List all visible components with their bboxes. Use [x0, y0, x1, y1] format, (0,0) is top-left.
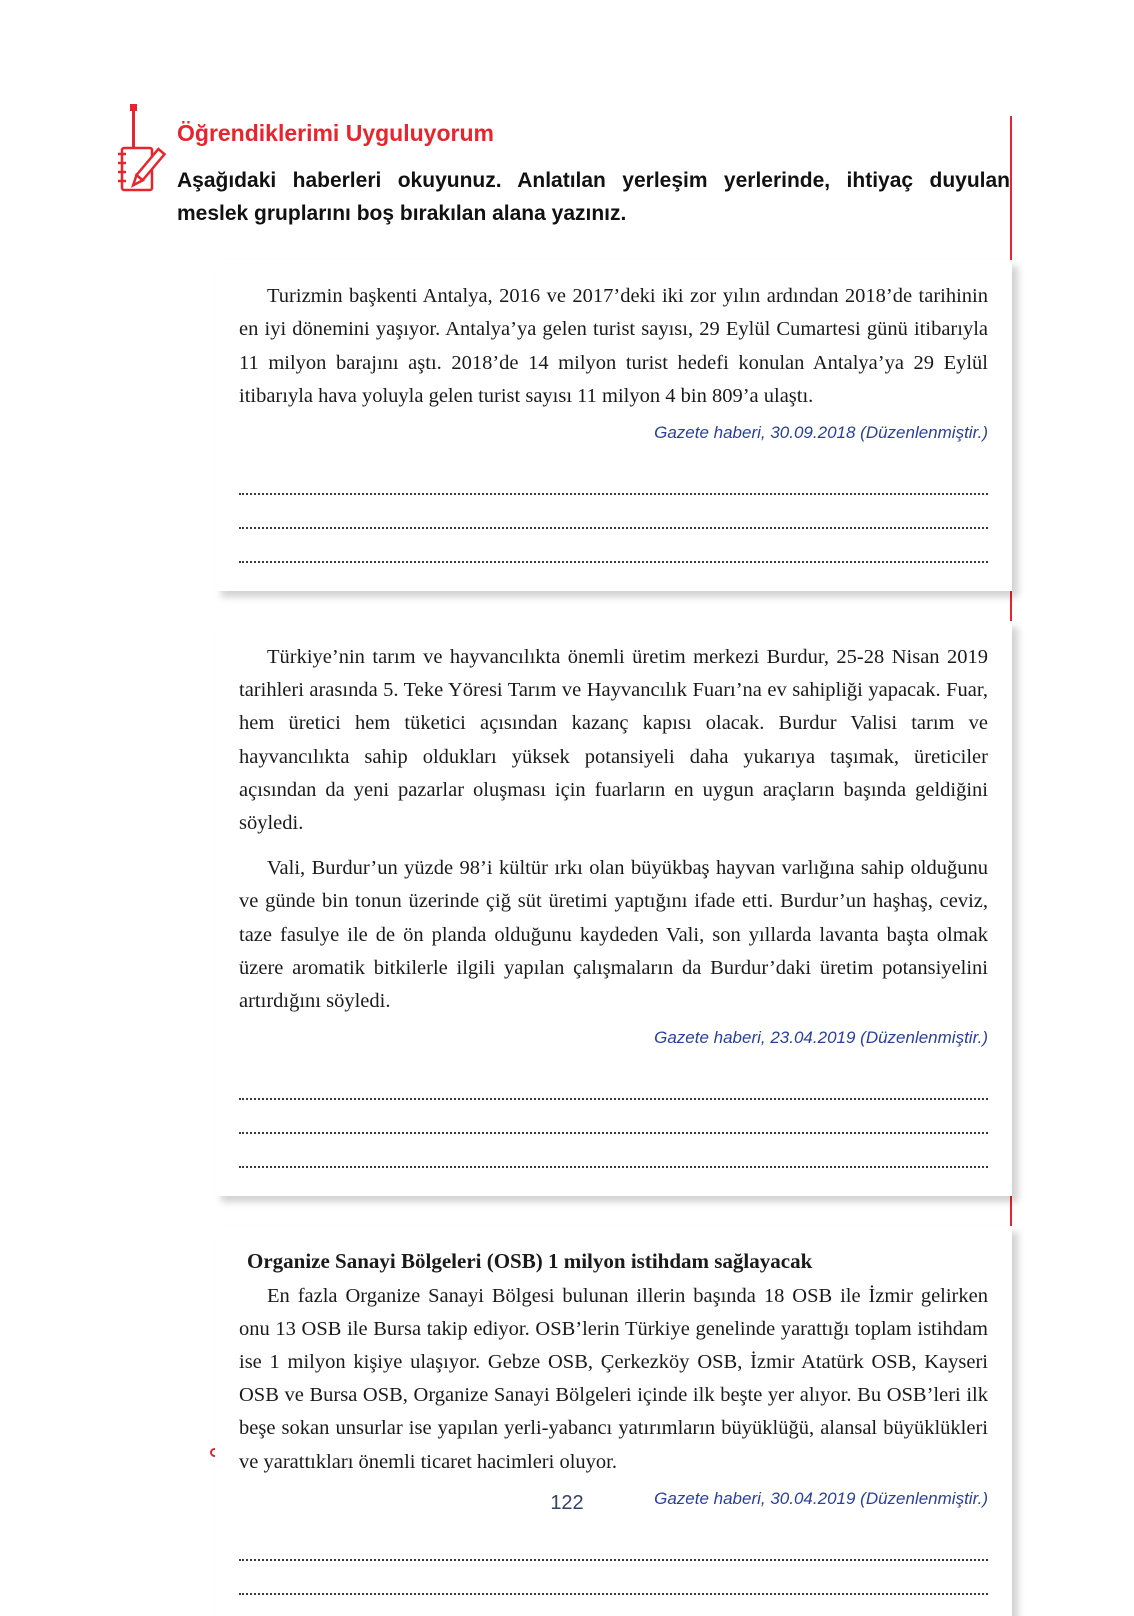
news-paragraph: Vali, Burdur’un yüzde 98’i kültür ırkı olan büyükbaş hayvan varlığına sahip olduğunu ve günde bin tonun üzerinde çiğ süt üretimi yaptığını ifade etti. Burdur’un haşhaş, ceviz, taze fasulye ile de ön planda olduğunu kaydeden Vali, son yıllarda lavanta başta olmak üzere aromatik bitkilerle ilgili yapılan çalışmaların da Burdur’daki üretim potansiyelini artırdığını söyledi.	[239, 857, 988, 1012]
news-paragraph: En fazla Organize Sanayi Bölgesi bulunan illerin başında 18 OSB ile İzmir gelirken onu 13 OSB ile Bursa takip ediyor. OSB’lerin Türkiye genelinde yarattığı toplam istihdam ise 1 milyon kişiye ulaşıyor. Gebze OSB, Çerkezköy OSB, İzmir Atatürk OSB, Kayseri OSB ve Bursa OSB, Organize Sanayi Bölgeleri içinde ilk beşte yer alıyor. Bu OSB’leri ilk beşe sokan unsurlar ise yapılan yerli-yabancı yatırımların büyüklüğü, alansal büyüklükleri ve yarattıkları önemli ticaret hacimleri oluyor.	[239, 1284, 988, 1473]
activity-instruction: Aşağıdaki haberleri okuyunuz. Anlatılan yerleşim yerlerinde, ihtiyaç duyulan meslek gruplarını boş bırakılan alana yazınız.	[177, 169, 1010, 225]
answer-line	[239, 1527, 988, 1561]
news-paragraph: Türkiye’nin tarım ve hayvancılıkta önemli üretim merkezi Burdur, 25-28 Nisan 2019 tarihleri arasında 5. Teke Yöresi Tarım ve Hayvancılık Fuarı’na ev sahipliği yapacak. Fuar, hem üretici hem tüketici açısından kazanç kapısı olacak. Burdur Valisi tarım ve hayvancılıkta sahip oldukları yüksek potansiyeli daha yukarıya taşımak, üreticiler açısından da yeni pazarlar oluşması için fuarların en uygun araçların başında geldiğini söyledi.	[239, 645, 988, 834]
news-attribution: Gazete haberi, 23.04.2019 (Düzenlenmiştir.)	[654, 1028, 988, 1048]
news-card-burdur	[215, 621, 1012, 1196]
answer-line	[239, 1561, 988, 1595]
page-content	[177, 120, 1010, 1616]
answer-line	[239, 1066, 988, 1100]
answer-line	[239, 1134, 988, 1168]
news-headline: Organize Sanayi Bölgeleri (OSB) 1 milyon istihdam sağlayacak	[247, 1249, 813, 1274]
page-number: 122	[550, 1492, 584, 1514]
answer-line	[239, 495, 988, 529]
answer-line	[239, 461, 988, 495]
news-paragraph: Turizmin başkenti Antalya, 2016 ve 2017’deki iki zor yılın ardından 2018’de tarihinin en iyi dönemini yaşıyor. Antalya’ya gelen turist sayısı, 29 Eylül Cumartesi günü itibarıyla 11 milyon barajını aştı. 2018’de 14 milyon turist hedefi konulan Antalya’ya 29 Eylül itibarıyla hava yoluyla gelen turist sayısı 11 milyon 4 bin 809’a ulaştı.	[239, 285, 988, 407]
news-attribution: Gazete haberi, 30.09.2018 (Düzenlenmiştir.)	[654, 422, 988, 442]
answer-line	[239, 529, 988, 563]
answer-line	[239, 1100, 988, 1134]
pencil-notepad-icon	[108, 138, 170, 200]
section-title: Öğrendiklerimi Uyguluyorum	[177, 120, 494, 146]
news-attribution: Gazete haberi, 30.04.2019 (Düzenlenmiştir.)	[654, 1488, 988, 1508]
news-card-osb	[215, 1226, 1012, 1616]
answer-line	[239, 1595, 988, 1616]
news-card-antalya	[215, 260, 1012, 591]
